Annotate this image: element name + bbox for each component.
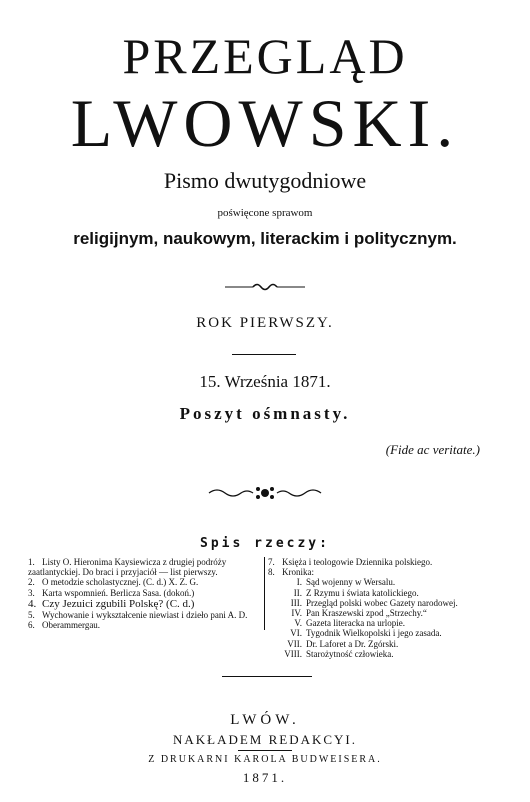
toc-entry: 4. Czy Jezuici zgubili Polskę? (C. d.): [28, 597, 195, 610]
toc-left-column: [28, 557, 265, 630]
kronika-entry: VI. Tygodnik Wielkopolski i jego zasada.: [290, 628, 442, 639]
motto: (Fide ac veritate.): [385, 442, 480, 457]
toc-right-column: [268, 557, 518, 659]
toc-entry: 6. Oberammergau.: [28, 620, 101, 631]
rule-divider: [232, 354, 296, 355]
kronika-entry: IV. Pan Kraszewski zpod „Strzechy.“: [291, 608, 427, 619]
ornament-divider-icon: [0, 280, 530, 296]
kronika-entry: VIII. Starożytność człowieka.: [284, 648, 394, 659]
title-line-1: PRZEGLĄD: [122, 28, 408, 84]
toc-heading: Spis rzeczy:: [200, 536, 330, 551]
publisher: NAKŁADEM REDAKCYI.: [172, 732, 358, 747]
toc-entry: 2. O metodzie scholastycznej. (C. d.) X. Z. G.: [28, 577, 199, 588]
toc-entry: 1. Listy O. Hieronima Kaysiewicza z drugiej podróży zaatlantyckiej. Do braci i przyjaciół — list pierwszy.: [28, 557, 227, 578]
kronika-entry: VII. Dr. Laforet a Dr. Zgórski.: [287, 638, 399, 649]
toc-entry: 3. Karta wspomnień. Berlicza Sasa. (dokoń.): [28, 587, 195, 598]
year-label: ROK PIERWSZY.: [196, 315, 334, 331]
toc-entry: 5. Wychowanie i wykształcenie niewiast i dzieło pani A. D.: [28, 609, 248, 620]
toc-entry: 8. Kronika:: [268, 567, 314, 578]
kronika-entry: III. Przegląd polski wobec Gazety narodowej.: [290, 597, 458, 608]
rule-divider: [238, 750, 292, 751]
kronika-entry: V. Gazeta literacka na urlopie.: [294, 618, 405, 629]
printer: Z DRUKARNI KAROLA BUDWEISERA.: [148, 754, 382, 765]
issue-date: 15. Września 1871.: [199, 372, 331, 391]
dedication: poświęcone sprawom: [217, 207, 313, 219]
fleuron-ornament-icon: [0, 484, 530, 506]
topics-line: religijnym, naukowym, literackim i politycznym.: [73, 229, 457, 248]
rule-divider: [222, 676, 312, 677]
toc-entry: 7. Księża i teologowie Dziennika polskiego.: [268, 557, 433, 567]
city: LWÓW.: [230, 712, 300, 728]
title-line-2: LWOWSKI.: [70, 85, 460, 161]
kronika-entry: I. Sąd wojenny w Wersalu.: [296, 577, 396, 588]
subtitle: Pismo dwutygodniowe: [163, 168, 367, 193]
publication-year: 1871.: [242, 770, 288, 785]
kronika-entry: II. Z Rzymu i świata katolickiego.: [293, 587, 419, 598]
issue-number: Poszyt ośmnasty.: [179, 404, 351, 423]
